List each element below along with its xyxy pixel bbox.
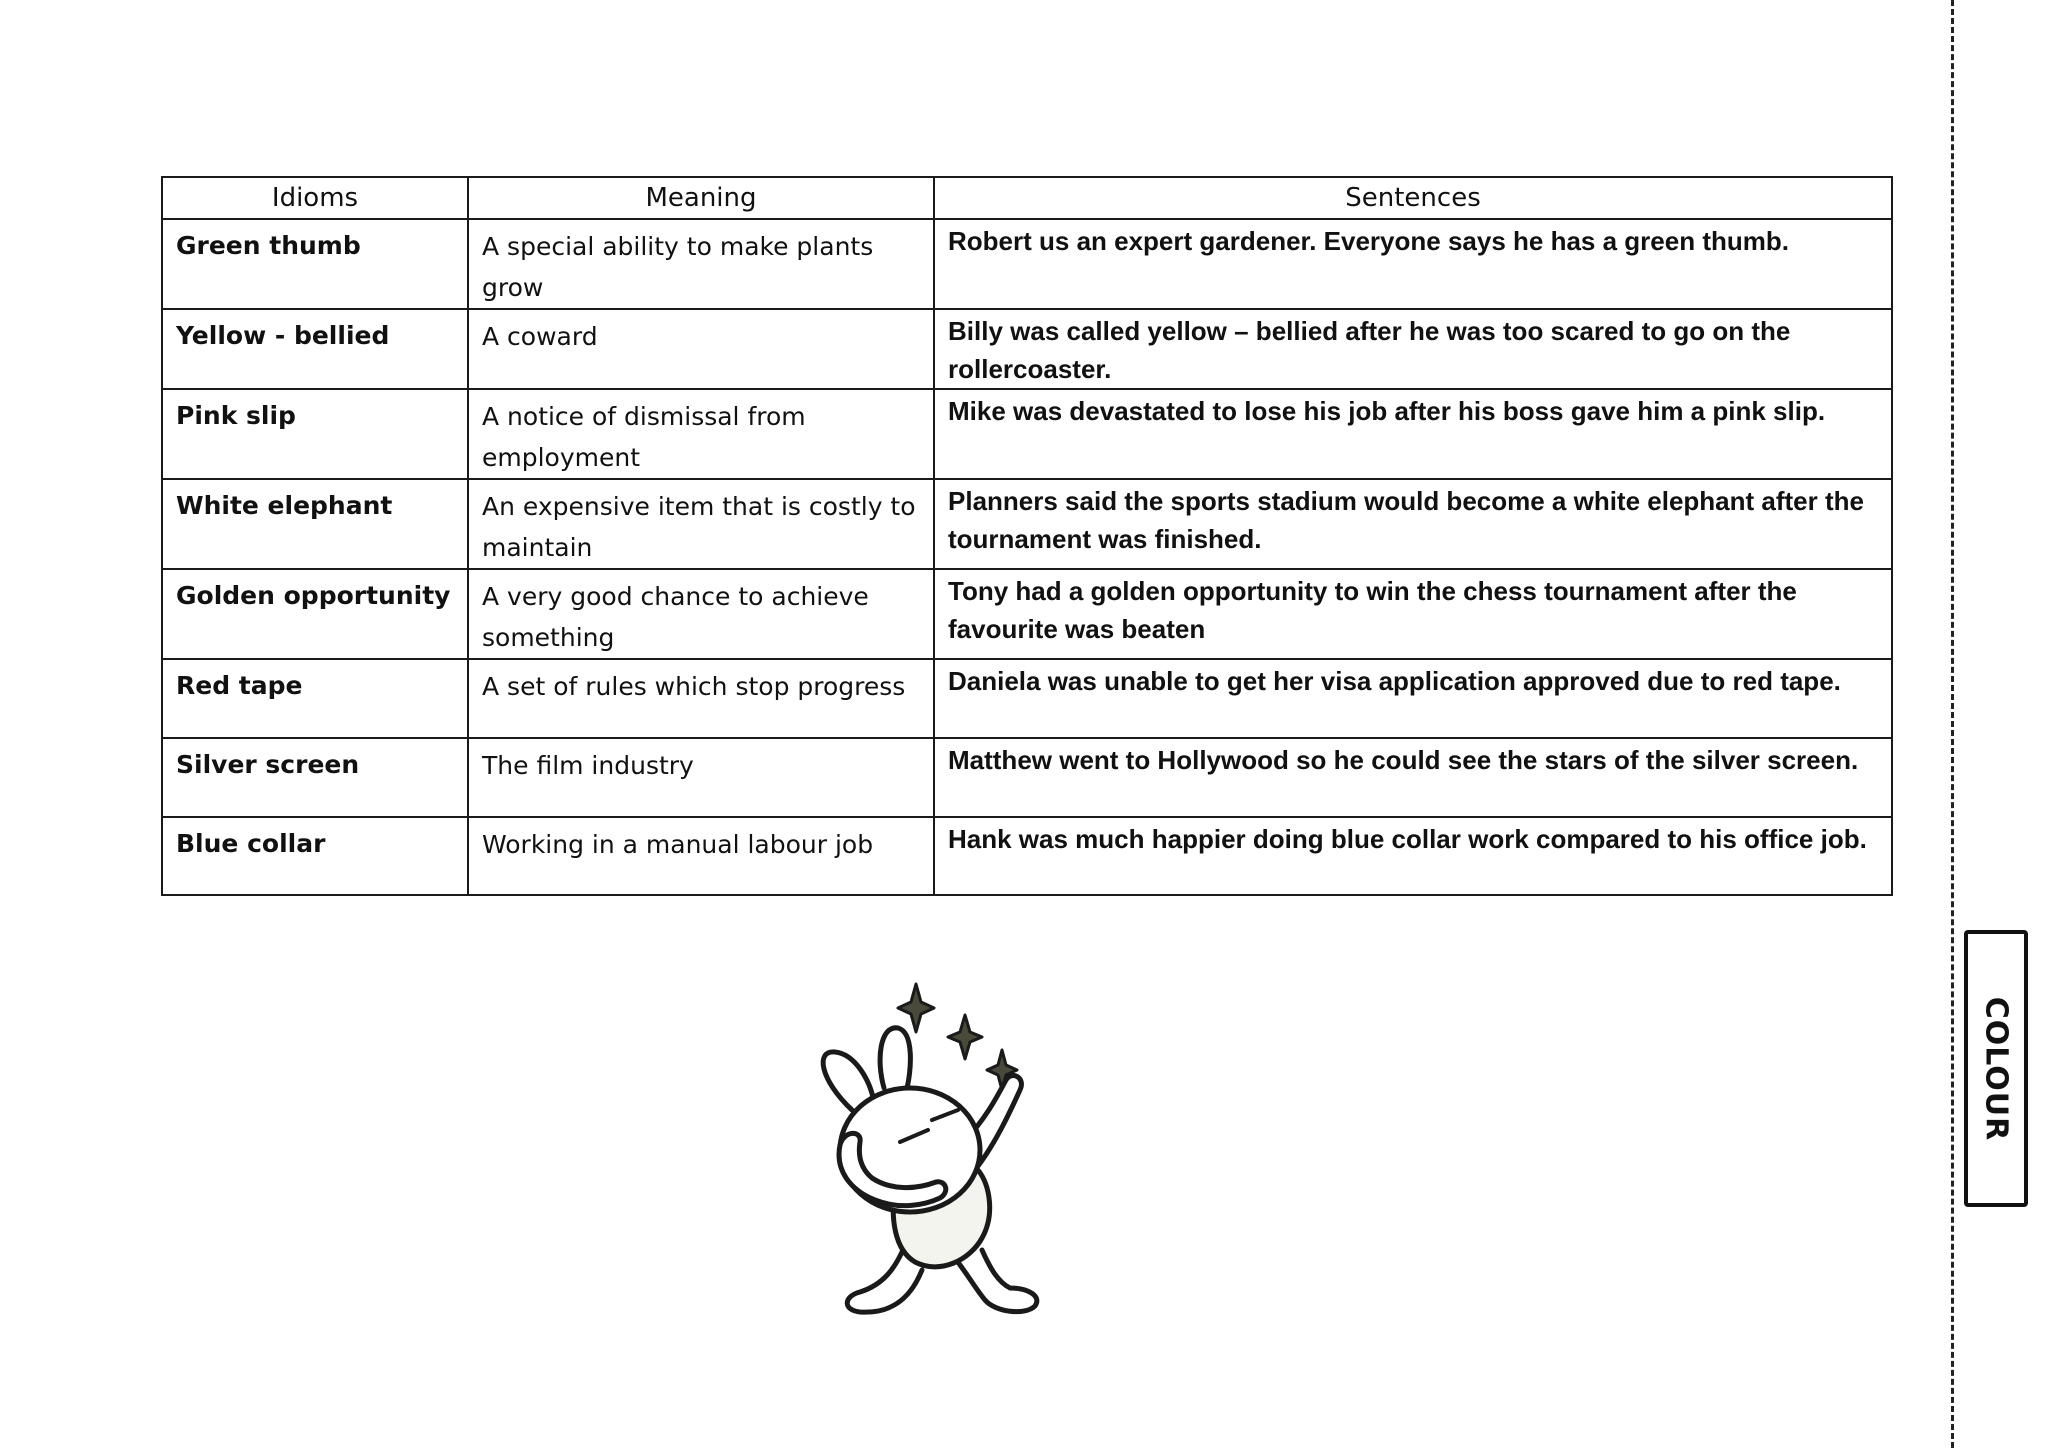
sentence-cell: Daniela was unable to get her visa application approved due to red tape. — [934, 659, 1892, 738]
colour-tab-label: COLOUR — [1978, 996, 2014, 1141]
table-row — [162, 219, 1892, 309]
sentence-cell: Matthew went to Hollywood so he could see the stars of the silver screen. — [934, 738, 1892, 817]
meaning-cell: Working in a manual labour job — [468, 817, 934, 895]
meaning-cell: An expensive item that is costly to maintain — [468, 479, 934, 569]
colour-tab — [1964, 930, 2028, 1207]
header-sentences: Sentences — [934, 177, 1892, 219]
meaning-cell: A very good chance to achieve something — [468, 569, 934, 659]
sentence-cell: Planners said the sports stadium would become a white elephant after the tournament was finished. — [934, 479, 1892, 569]
table-row — [162, 479, 1892, 569]
sentence-cell: Robert us an expert gardener. Everyone says he has a green thumb. — [934, 219, 1892, 309]
sentence-cell: Hank was much happier doing blue collar work compared to his office job. — [934, 817, 1892, 895]
meaning-cell: A set of rules which stop progress — [468, 659, 934, 738]
idiom-cell: Blue collar — [162, 817, 468, 895]
sentence-cell: Billy was called yellow – bellied after he was too scared to go on the rollercoaster. — [934, 309, 1892, 389]
header-idioms: Idioms — [162, 177, 468, 219]
sentence-cell: Tony had a golden opportunity to win the chess tournament after the favourite was beaten — [934, 569, 1892, 659]
table-row — [162, 817, 1892, 895]
idioms-table — [161, 176, 1893, 896]
idiom-cell: Silver screen — [162, 738, 468, 817]
idiom-cell: Golden opportunity — [162, 569, 468, 659]
cut-line — [1951, 0, 1954, 1448]
meaning-cell: A special ability to make plants grow — [468, 219, 934, 309]
table-header-row — [162, 177, 1892, 219]
meaning-cell: A notice of dismissal from employment — [468, 389, 934, 479]
idiom-cell: Pink slip — [162, 389, 468, 479]
table-row — [162, 569, 1892, 659]
meaning-cell: The film industry — [468, 738, 934, 817]
idiom-cell: Red tape — [162, 659, 468, 738]
table-row — [162, 389, 1892, 479]
table-row — [162, 738, 1892, 817]
sentence-cell: Mike was devastated to lose his job after his boss gave him a pink slip. — [934, 389, 1892, 479]
idiom-cell: Yellow - bellied — [162, 309, 468, 389]
table-row — [162, 309, 1892, 389]
idiom-cell: Green thumb — [162, 219, 468, 309]
dabbing-bunny-icon — [800, 970, 1080, 1320]
idiom-cell: White elephant — [162, 479, 468, 569]
meaning-cell: A coward — [468, 309, 934, 389]
header-meaning: Meaning — [468, 177, 934, 219]
table-row — [162, 659, 1892, 738]
